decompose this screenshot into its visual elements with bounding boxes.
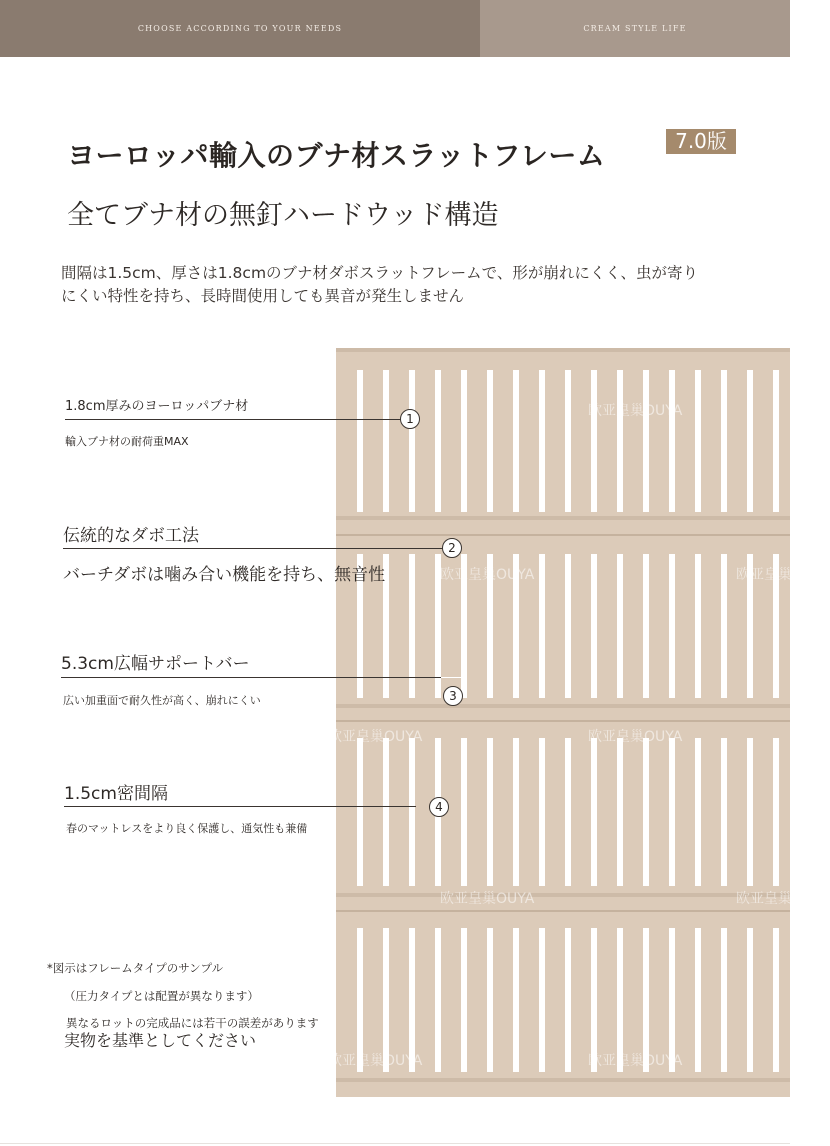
watermark: 欧亚皇巢OUYA (588, 403, 683, 419)
top-banner-left (0, 0, 480, 57)
slat-gap (487, 928, 493, 1072)
slat-gap (669, 554, 675, 698)
watermark: 欧亚皇巢OUYA (328, 1053, 423, 1069)
slat-gap (591, 554, 597, 698)
slat-gap (539, 928, 545, 1072)
slat-gap (643, 554, 649, 698)
slat-gap (695, 370, 701, 512)
feature-4-marker: 4 (429, 797, 449, 817)
slat-gap (773, 738, 779, 886)
slat-gap (383, 738, 389, 886)
slat-gap (617, 738, 623, 886)
feature-2-detail: バーチダボは噛み合い機能を持ち、無音性 (63, 565, 386, 585)
note-actual-product: 実物を基準としてください (64, 1031, 257, 1050)
slat-gap (461, 928, 467, 1072)
note-layout-difference: （圧力タイプとは配置が異なります） (64, 989, 259, 1003)
slat-gap (643, 370, 649, 512)
slat-gap (539, 738, 545, 886)
panel-seam (336, 720, 790, 722)
feature-3-leader-line (61, 677, 441, 678)
slat-gap (383, 370, 389, 512)
feature-4-heading: 1.5cm密間隔 (64, 784, 168, 804)
slat-gap (721, 738, 727, 886)
slat-gap (461, 738, 467, 886)
slat-gap (565, 370, 571, 512)
slat-gap (435, 928, 441, 1072)
feature-1-heading: 1.8cm厚みのヨーロッパブナ材 (65, 399, 249, 414)
slat-gap (747, 738, 753, 886)
slat-gap (565, 928, 571, 1072)
note-sample: *図示はフレームタイプのサンプル (47, 961, 224, 975)
slat-gap (669, 738, 675, 886)
slat-gap (773, 370, 779, 512)
slat-gap (487, 370, 493, 512)
slat-gap (721, 928, 727, 1072)
slat-gap (773, 928, 779, 1072)
feature-1-leader-line (65, 419, 401, 420)
product-description: 間隔は1.5cm、厚さは1.8cmのブナ材ダボスラットフレームで、形が崩れにくく、虫が寄りにくい特性を持ち、長時間使用しても異音が発生しません (61, 264, 699, 305)
slat-gap (617, 370, 623, 512)
feature-2-leader-line (63, 548, 443, 549)
cross-rail-edge (336, 893, 790, 897)
feature-1-marker: 1 (400, 409, 420, 429)
slat-gap (539, 370, 545, 512)
feature-3-heading: 5.3cm広幅サポートバー (61, 654, 250, 674)
slat-gap (747, 928, 753, 1072)
version-badge: 7.0版 (666, 129, 736, 154)
feature-2-marker: 2 (442, 538, 462, 558)
cross-rail-edge (336, 1078, 790, 1082)
watermark: 欧亚皇巢OUYA (736, 891, 830, 907)
slat-gap (695, 928, 701, 1072)
slat-gap (643, 738, 649, 886)
watermark: 欧亚皇巢OUYA (588, 729, 683, 745)
watermark: 欧亚皇巢OUYA (328, 729, 423, 745)
slat-gap (721, 370, 727, 512)
slat-gap (695, 738, 701, 886)
note-tolerance: 異なるロットの完成品には若干の誤差があります (66, 1016, 319, 1030)
cross-rail-edge (336, 704, 790, 708)
slat-gap (539, 554, 545, 698)
slat-gap (513, 370, 519, 512)
slat-frame-image (328, 348, 830, 1097)
slat-gap (591, 738, 597, 886)
slat-gap (565, 554, 571, 698)
feature-3-marker: 3 (443, 686, 463, 706)
slat-gap (695, 554, 701, 698)
watermark: 欧亚皇巢OUYA (440, 891, 535, 907)
slat-gap (721, 554, 727, 698)
page-title: ヨーロッパ輸入のブナ材スラットフレーム (67, 139, 606, 172)
page-bottom-divider (0, 1143, 790, 1144)
feature-3-detail: 広い加重面で耐久性が高く、崩れにくい (63, 694, 261, 707)
top-banner-right (480, 0, 790, 57)
slat-gap (513, 928, 519, 1072)
top-banner-left-text: CHOOSE ACCORDING TO YOUR NEEDS (137, 24, 343, 33)
slat-gap (513, 738, 519, 886)
panel-seam (336, 534, 790, 536)
slat-gap (669, 370, 675, 512)
slat-gap (747, 370, 753, 512)
watermark: 欧亚皇巢OUYA (736, 567, 830, 583)
feature-3-width-indicator (441, 677, 465, 678)
page-subtitle: 全てブナ材の無釘ハードウッド構造 (67, 200, 499, 231)
slat-gap (591, 370, 597, 512)
watermark: 欧亚皇巢OUYA (440, 567, 535, 583)
slat-gap (617, 554, 623, 698)
slat-gap (357, 370, 363, 512)
feature-1-detail: 輸入ブナ材の耐荷重MAX (65, 435, 189, 448)
slat-gap (435, 370, 441, 512)
cross-rail-edge (336, 348, 790, 352)
panel-seam (336, 910, 790, 912)
feature-4-leader-line (64, 806, 416, 807)
cross-rail-edge (336, 516, 790, 520)
slat-gap (565, 738, 571, 886)
slat-frame-illustration (336, 348, 790, 1097)
slat-gap (461, 370, 467, 512)
top-banner (0, 0, 790, 57)
slat-gap (487, 738, 493, 886)
top-banner-right-text: CREAM STYLE LIFE (583, 24, 687, 33)
feature-2-heading: 伝統的なダボ工法 (63, 526, 199, 546)
feature-4-detail: 春のマットレスをより良く保護し、通気性も兼備 (66, 822, 308, 835)
watermark: 欧亚皇巢OUYA (588, 1053, 683, 1069)
slat-gap (357, 738, 363, 886)
slat-gap (409, 738, 415, 886)
slat-gap (409, 370, 415, 512)
